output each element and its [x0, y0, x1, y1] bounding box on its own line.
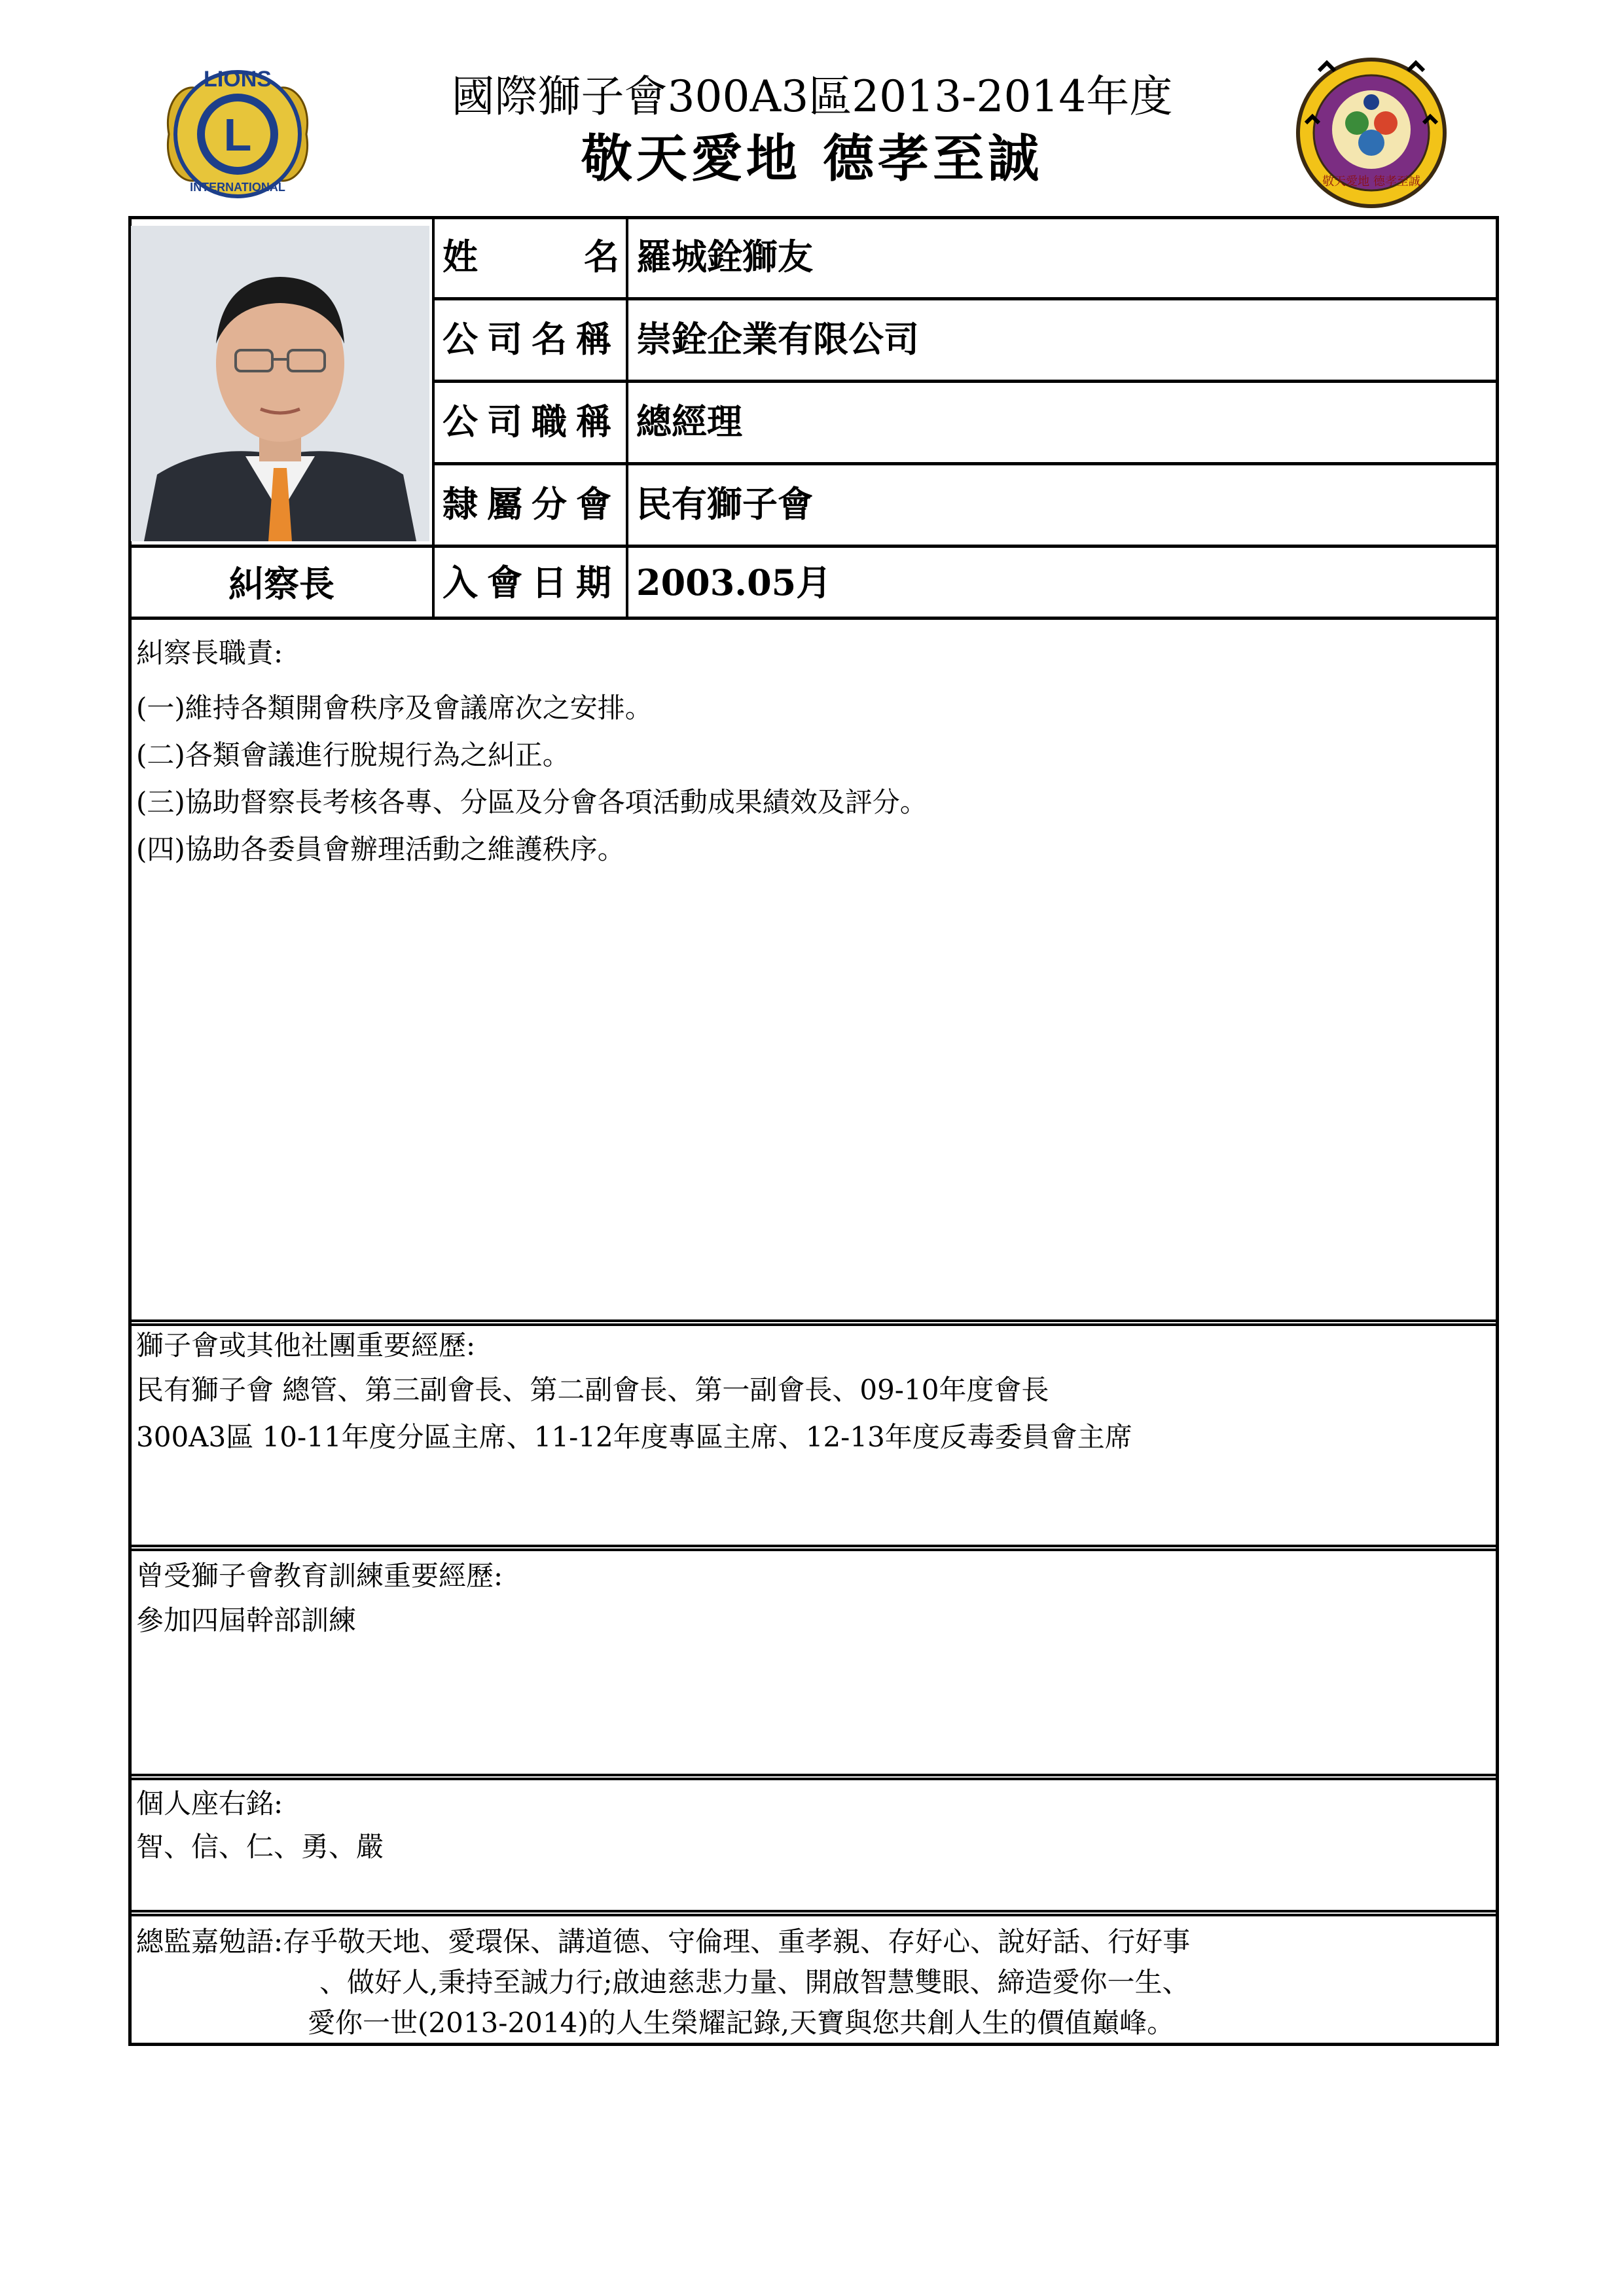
- svg-text:LIONS: LIONS: [204, 67, 272, 92]
- table-bottom-line: [128, 617, 1499, 620]
- training-item: 參加四屆幹部訓練: [136, 1604, 357, 1636]
- governor-message-line3: 愛你一世(2013-2014)的人生榮耀記錄,天寶與您共創人生的價值巔峰。: [308, 2007, 1175, 2039]
- name-value: 羅城銓獅友: [636, 236, 813, 278]
- join-date-label: 入會日期: [442, 562, 621, 603]
- company-name-label: 公司名稱: [442, 318, 621, 360]
- job-title-label: 公司職稱: [442, 401, 621, 442]
- name-label-second-char: 名: [584, 236, 621, 278]
- governor-message-line2: 、做好人,秉持至誠力行;啟迪慈悲力量、開啟智慧雙眼、締造愛你一生、: [319, 1966, 1190, 1998]
- section-divider: [128, 1545, 1499, 1551]
- table-row-line: [432, 380, 1499, 383]
- section-divider: [128, 1910, 1499, 1916]
- duty-item: (三)協助督察長考核各專、分區及分會各項活動成果績效及評分。: [136, 786, 928, 818]
- join-date-value: 2003.05月: [636, 562, 832, 603]
- experience-item: 民有獅子會 總管、第三副會長、第二副會長、第一副會長、09-10年度會長: [136, 1374, 1049, 1406]
- svg-text:敬天愛地 德孝至誠: 敬天愛地 德孝至誠: [1322, 175, 1420, 188]
- district-emblem-logo: [1293, 51, 1450, 215]
- experience-title: 獅子會或其他社團重要經歷:: [136, 1329, 476, 1361]
- club-value: 民有獅子會: [636, 483, 813, 525]
- company-name-value: 崇銓企業有限公司: [636, 318, 919, 360]
- motto-item: 智、信、仁、勇、嚴: [136, 1831, 384, 1863]
- table-divider-photo: [432, 216, 435, 619]
- page-title-line2: 敬天愛地 德孝至誠: [581, 129, 1043, 188]
- page-title-line1: 國際獅子會300A3區2013-2014年度: [451, 71, 1173, 122]
- experience-item: 300A3區 10-11年度分區主席、11-12年度專區主席、12-13年度反毒委員會主席: [136, 1421, 1132, 1453]
- table-row-line: [432, 297, 1499, 300]
- motto-title: 個人座右銘:: [136, 1787, 283, 1820]
- job-title-value: 總經理: [636, 401, 742, 442]
- photo-bottom-line: [128, 545, 433, 548]
- table-row-line: [432, 462, 1499, 465]
- duty-item: (二)各類會議進行脫規行為之糾正。: [136, 739, 570, 771]
- table-row-line: [432, 545, 1499, 548]
- name-label-first-char: 姓: [442, 236, 479, 278]
- member-photo: [131, 226, 429, 541]
- governor-message-line1: 總監嘉勉語:存乎敬天地、愛環保、講道德、守倫理、重孝親、存好心、說好話、行好事: [136, 1926, 1191, 1958]
- svg-text:L: L: [223, 109, 252, 160]
- duties-title: 糾察長職責:: [136, 637, 283, 669]
- section-divider: [128, 1319, 1499, 1326]
- role-title: 糾察長: [228, 563, 334, 605]
- svg-text:INTERNATIONAL: INTERNATIONAL: [190, 181, 285, 194]
- duty-item: (一)維持各類開會秩序及會議席次之安排。: [136, 692, 653, 724]
- duty-item: (四)協助各委員會辦理活動之維護秩序。: [136, 833, 625, 865]
- club-label: 隸屬分會: [442, 483, 621, 525]
- table-divider-label: [626, 216, 628, 619]
- section-divider: [128, 1774, 1499, 1780]
- training-title: 曾受獅子會教育訓練重要經歷:: [136, 1560, 503, 1592]
